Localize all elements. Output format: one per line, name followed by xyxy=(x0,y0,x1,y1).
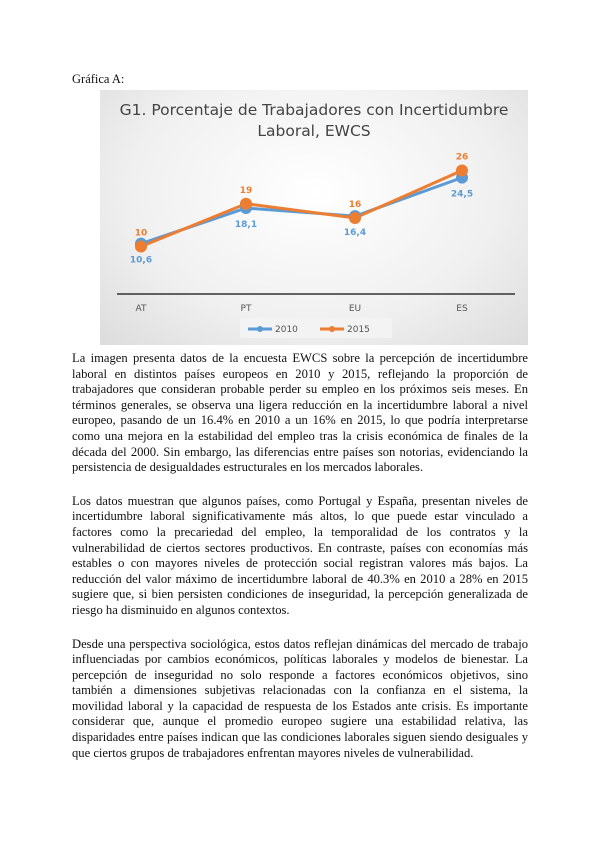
legend-marker-2015 xyxy=(329,326,335,332)
data-label-2010: 10,6 xyxy=(129,255,153,266)
chart-title-line-2: Laboral, EWCS xyxy=(257,122,371,140)
chart-title-line-1: G1. Porcentaje de Trabajadores con Incertidumbre xyxy=(119,101,509,119)
legend-label-2015: 2015 xyxy=(347,325,370,335)
x-tick-label: PT xyxy=(240,304,252,314)
data-label-2015: 16 xyxy=(348,200,362,210)
series-line-2015 xyxy=(141,171,462,247)
data-label-2010: 24,5 xyxy=(450,189,474,200)
data-label-2015: 10 xyxy=(134,228,148,239)
data-point-2015 xyxy=(135,241,147,253)
figure-caption: Gráfica A: xyxy=(72,72,125,86)
legend-label-2010: 2010 xyxy=(275,325,298,335)
legend-marker-2010 xyxy=(257,326,263,332)
data-label-2015: 26 xyxy=(455,152,469,163)
paragraph-2: Los datos muestran que algunos países, como Portugal y España, presentan niveles de incertidumbre laboral significativamente más altos, lo que puede estar vinculado a factores como la precariedad del empleo, la temporalidad de los contratos y la vulnerabilidad de ciertos sectores productivos. En contraste, países con economías más estables o con mayores niveles de protección social registran valores más bajos. La reducción del valor máximo de incertidumbre laboral de 40.3% en 2010 a 28% en 2015 sugiere que, si bien persisten condiciones de inseguridad, la percepción generalizada de riesgo ha disminuido en algunos contextos. xyxy=(72,493,528,617)
x-tick-label: ES xyxy=(456,304,468,314)
data-point-2015 xyxy=(456,165,468,177)
line-chart xyxy=(100,90,528,345)
data-label-2010: 16,4 xyxy=(343,228,367,239)
paragraph-1: La imagen presenta datos de la encuesta EWCS sobre la percepción de incertidumbre laboral en distintos países europeos en 2010 y 2015, reflejando la proporción de trabajadores que consideran probable perder su empleo en los próximos seis meses. En términos generales, se observa una ligera reducción en la incertidumbre laboral a nivel europeo, pasando de un 16.4% en 2010 a un 16% en 2015, lo que podría interpretarse como una mejora en la estabilidad del empleo tras la crisis económica de finales de la década del 2000. Sin embargo, las diferencias entre países son notorias, evidenciando la persistencia de desigualdades estructurales en los mercados laborales. xyxy=(72,351,528,475)
data-label-2015: 19 xyxy=(239,185,253,196)
paragraph-3: Desde una perspectiva sociológica, estos datos reflejan dinámicas del mercado de trabajo influenciadas por cambios económicos, políticas laborales y modelos de bienestar. La percepción de inseguridad no solo responde a factores económicos objetivos, sino también a dimensiones subjetivas relacionadas con la confianza en el sistema, la movilidad laboral y la capacidad de respuesta de los Estados ante crisis. Es importante considerar que, aunque el promedio europeo sugiere una estabilidad relativa, las disparidades entre países indican que las condiciones laborales siguen siendo desiguales y que ciertos grupos de trabajadores enfrentan mayores niveles de vulnerabilidad. xyxy=(72,636,528,760)
chart-plot xyxy=(100,90,528,345)
x-tick-label: EU xyxy=(348,304,362,314)
body-text xyxy=(72,351,528,779)
data-point-2015 xyxy=(240,198,252,210)
data-point-2015 xyxy=(349,212,361,224)
x-tick-label: AT xyxy=(135,304,147,314)
data-label-2010: 18,1 xyxy=(234,220,258,231)
